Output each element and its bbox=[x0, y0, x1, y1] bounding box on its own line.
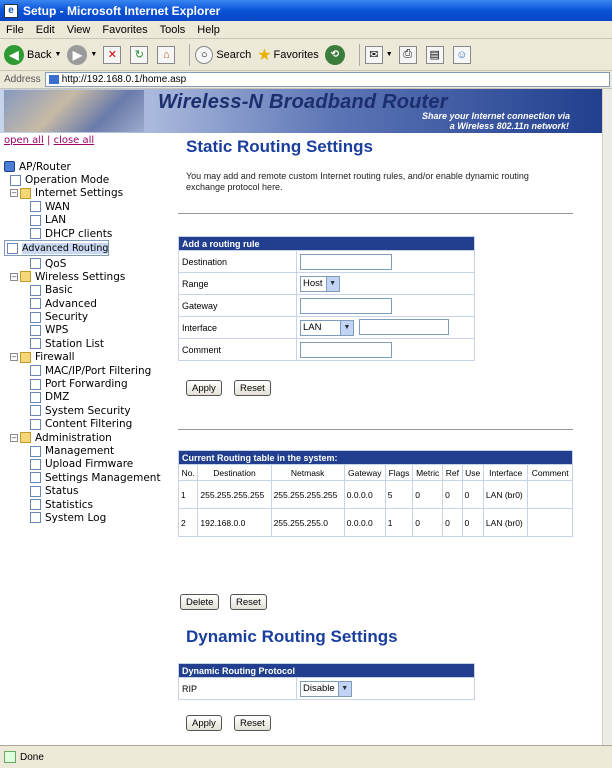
tree-controls bbox=[4, 135, 174, 146]
interface-label: Interface bbox=[179, 317, 297, 339]
add-routing-rule-form bbox=[178, 236, 475, 361]
range-label: Range bbox=[179, 273, 297, 295]
page-icon bbox=[30, 459, 41, 470]
gateway-label: Gateway bbox=[179, 295, 297, 317]
tree-item-label: Settings Management bbox=[45, 471, 161, 484]
table-row[interactable] bbox=[179, 481, 573, 509]
banner-photo bbox=[4, 90, 144, 132]
tree-item-management[interactable] bbox=[4, 444, 174, 457]
menu-favorites[interactable]: Favorites bbox=[102, 23, 148, 36]
tree-item-label: Wireless Settings bbox=[35, 270, 126, 283]
page-icon bbox=[30, 258, 41, 269]
menu-bar bbox=[0, 21, 612, 39]
open-all-link[interactable]: open all bbox=[4, 135, 44, 146]
tree-item-qos[interactable] bbox=[4, 257, 174, 270]
tree-item-label: WAN bbox=[45, 200, 70, 213]
page-icon bbox=[30, 472, 41, 483]
ie-app-icon: e bbox=[4, 4, 18, 18]
page-icon bbox=[30, 298, 41, 309]
tree-item-system-security[interactable] bbox=[4, 404, 174, 417]
search-icon: ○ bbox=[195, 46, 213, 64]
tree-item-label: DHCP clients bbox=[45, 227, 113, 240]
menu-help[interactable]: Help bbox=[197, 23, 220, 36]
address-label: Address bbox=[4, 74, 41, 85]
column-header: No. bbox=[179, 465, 198, 481]
table-cell: 0 bbox=[443, 509, 462, 537]
window-title-bar bbox=[0, 0, 612, 21]
mail-icon: ✉ bbox=[365, 46, 383, 64]
table-cell bbox=[528, 481, 573, 509]
routing-table-header: Current Routing table in the system: bbox=[179, 451, 573, 465]
delete-button[interactable]: Delete bbox=[180, 594, 219, 610]
table-cell: 0 bbox=[413, 481, 443, 509]
interface-select[interactable]: LAN ▼ bbox=[300, 320, 354, 336]
gateway-input[interactable] bbox=[300, 298, 392, 314]
page-icon bbox=[30, 499, 41, 510]
nav-tree bbox=[4, 135, 174, 525]
tree-item-administration[interactable] bbox=[4, 431, 174, 444]
table-cell: 0 bbox=[413, 509, 443, 537]
column-header: Metric bbox=[413, 465, 443, 481]
static-routing-title: Static Routing Settings bbox=[186, 137, 373, 156]
page-icon bbox=[30, 392, 41, 403]
tree-item-label: WPS bbox=[45, 324, 69, 337]
tree-item-internet-settings[interactable] bbox=[4, 187, 174, 200]
column-header: Ref bbox=[443, 465, 462, 481]
edit-button[interactable] bbox=[426, 46, 447, 64]
stop-button[interactable] bbox=[103, 46, 124, 64]
tree-item-firewall[interactable] bbox=[4, 351, 174, 364]
tree-item-label: Administration bbox=[35, 431, 112, 444]
tree-item-port-forwarding[interactable] bbox=[4, 377, 174, 390]
apply-button[interactable]: Apply bbox=[186, 380, 222, 396]
tree-node-list bbox=[4, 160, 174, 525]
page-icon bbox=[30, 365, 41, 376]
folder-icon bbox=[20, 271, 31, 282]
page-icon bbox=[30, 228, 41, 239]
table-row[interactable] bbox=[179, 509, 573, 537]
tree-item-upload-firmware[interactable] bbox=[4, 458, 174, 471]
star-icon: ★ bbox=[257, 46, 272, 64]
table-cell: 192.168.0.0 bbox=[198, 509, 271, 537]
back-arrow-icon: ◀ bbox=[4, 45, 24, 65]
collapse-toggle-icon[interactable]: − bbox=[11, 433, 17, 442]
tree-item-content-filtering[interactable] bbox=[4, 418, 174, 431]
collapse-toggle-icon[interactable]: − bbox=[11, 272, 17, 281]
divider bbox=[178, 213, 573, 214]
print-button[interactable] bbox=[399, 46, 420, 64]
table-cell: 2 bbox=[179, 509, 198, 537]
tree-item-label: Content Filtering bbox=[45, 418, 133, 431]
status-text: Done bbox=[20, 751, 44, 763]
tree-item-wan[interactable] bbox=[4, 200, 174, 213]
vertical-scrollbar[interactable] bbox=[602, 89, 612, 745]
table-cell: 0.0.0.0 bbox=[344, 481, 385, 509]
tree-item-label: Station List bbox=[45, 337, 105, 350]
computer-icon bbox=[4, 161, 15, 172]
page-icon bbox=[30, 419, 41, 430]
history-button[interactable] bbox=[325, 45, 348, 65]
menu-edit[interactable]: Edit bbox=[35, 23, 55, 36]
page-icon bbox=[7, 243, 18, 254]
tree-item-label: AP/Router bbox=[19, 160, 71, 173]
collapse-toggle-icon[interactable]: − bbox=[11, 189, 17, 198]
rip-select[interactable]: Disable ▼ bbox=[300, 681, 352, 697]
dynamic-routing-form bbox=[178, 663, 475, 700]
comment-input[interactable] bbox=[300, 342, 392, 358]
table-cell: 0 bbox=[443, 481, 462, 509]
printer-icon: ⎙ bbox=[399, 46, 417, 64]
tree-item-label: Operation Mode bbox=[25, 174, 110, 187]
table-cell bbox=[528, 509, 573, 537]
edit-page-icon: ▤ bbox=[426, 46, 444, 64]
page-icon bbox=[30, 312, 41, 323]
column-header: Gateway bbox=[344, 465, 385, 481]
dynamic-reset-button[interactable]: Reset bbox=[234, 715, 271, 731]
address-bar bbox=[0, 71, 612, 89]
table-cell: 5 bbox=[385, 481, 412, 509]
column-header: Destination bbox=[198, 465, 271, 481]
status-bar bbox=[0, 745, 612, 768]
tree-item-station-list[interactable] bbox=[4, 337, 174, 350]
tree-item-label: Firewall bbox=[35, 351, 75, 364]
static-routing-description: You may add and remote custom Internet routing rules, and/or enable dynamic routing exchange protocol here. bbox=[186, 171, 529, 192]
tree-item-label: Advanced Routing bbox=[22, 242, 109, 254]
tree-item-security[interactable] bbox=[4, 310, 174, 323]
mail-button[interactable] bbox=[365, 46, 393, 64]
page-icon bbox=[30, 379, 41, 390]
tree-item-label: MAC/IP/Port Filtering bbox=[45, 364, 152, 377]
dynamic-apply-button[interactable]: Apply bbox=[186, 715, 222, 731]
table-cell: 0 bbox=[462, 481, 483, 509]
tree-item-label: Security bbox=[45, 311, 89, 324]
destination-label: Destination bbox=[179, 251, 297, 273]
tree-item-label: LAN bbox=[45, 214, 67, 227]
tree-item-label: Management bbox=[45, 445, 115, 457]
back-dropdown-icon: ▼ bbox=[54, 51, 62, 58]
dynamic-routing-title: Dynamic Routing Settings bbox=[186, 627, 398, 646]
tree-item-operation-mode[interactable] bbox=[4, 173, 174, 186]
tree-item-dhcp-clients[interactable] bbox=[4, 227, 174, 240]
page-icon bbox=[30, 446, 41, 457]
mail-dropdown-icon: ▼ bbox=[385, 51, 393, 58]
search-button[interactable]: ○ Search bbox=[195, 46, 251, 64]
refresh-button[interactable] bbox=[130, 46, 151, 64]
tree-item-ap-router[interactable] bbox=[4, 160, 174, 173]
tree-item-wireless-settings[interactable] bbox=[4, 270, 174, 283]
toolbar-separator bbox=[189, 44, 190, 66]
page-done-icon bbox=[4, 751, 16, 763]
page-viewport bbox=[0, 89, 602, 745]
range-select[interactable]: Host ▼ bbox=[300, 276, 340, 292]
tree-item-wps[interactable] bbox=[4, 324, 174, 337]
tree-item-label: Statistics bbox=[45, 498, 93, 511]
refresh-icon: ↻ bbox=[130, 46, 148, 64]
tree-item-label: QoS bbox=[45, 257, 67, 270]
table-cell: 0.0.0.0 bbox=[344, 509, 385, 537]
window-title: Setup - Microsoft Internet Explorer bbox=[23, 3, 221, 18]
tree-item-label: Port Forwarding bbox=[45, 378, 128, 391]
address-input[interactable]: http://192.168.0.1/home.asp bbox=[45, 72, 610, 87]
tree-item-settings-management[interactable] bbox=[4, 471, 174, 484]
home-button[interactable] bbox=[157, 46, 178, 64]
divider bbox=[178, 429, 573, 430]
close-all-link[interactable]: close all bbox=[53, 135, 95, 146]
column-header: Comment bbox=[528, 465, 573, 481]
tree-item-system-log[interactable] bbox=[4, 511, 174, 524]
collapse-toggle-icon[interactable]: − bbox=[11, 353, 17, 362]
column-header: Netmask bbox=[271, 465, 344, 481]
table-cell: 255.255.255.0 bbox=[271, 509, 344, 537]
tree-controls-separator: | bbox=[47, 135, 51, 146]
reset-button[interactable]: Reset bbox=[234, 380, 271, 396]
page-icon bbox=[30, 512, 41, 523]
banner-tagline-2: a Wireless 802.11n network! bbox=[449, 121, 569, 131]
tree-item-label: DMZ bbox=[45, 391, 70, 404]
tree-item-advanced[interactable] bbox=[4, 297, 174, 310]
menu-view[interactable]: View bbox=[66, 23, 91, 36]
tree-item-advanced-routing[interactable] bbox=[4, 240, 109, 256]
table-cell: LAN (br0) bbox=[483, 509, 528, 537]
folder-icon bbox=[20, 352, 31, 363]
dynamic-routing-header: Dynamic Routing Protocol bbox=[179, 664, 475, 678]
stop-icon: ✕ bbox=[103, 46, 121, 64]
messenger-button[interactable] bbox=[453, 46, 474, 64]
toolbar-separator bbox=[359, 44, 360, 66]
folder-icon bbox=[20, 432, 31, 443]
column-header: Interface bbox=[483, 465, 528, 481]
page-icon bbox=[30, 285, 41, 296]
page-icon bbox=[30, 325, 41, 336]
page-icon bbox=[30, 201, 41, 212]
tree-item-label: Internet Settings bbox=[35, 187, 124, 200]
chevron-down-icon: ▼ bbox=[340, 321, 353, 335]
favorites-button[interactable]: ★ Favorites bbox=[257, 46, 319, 64]
router-banner bbox=[0, 89, 602, 133]
tree-item-label: System Log bbox=[45, 511, 107, 524]
routing-reset-button[interactable]: Reset bbox=[230, 594, 267, 610]
forward-button[interactable] bbox=[67, 45, 97, 65]
add-rule-header: Add a routing rule bbox=[179, 237, 475, 251]
tree-item-lan[interactable] bbox=[4, 214, 174, 227]
tree-item-label: Status bbox=[45, 485, 79, 498]
table-cell: LAN (br0) bbox=[483, 481, 528, 509]
forward-dropdown-icon: ▼ bbox=[90, 51, 98, 58]
menu-tools[interactable]: Tools bbox=[159, 23, 186, 36]
page-icon bbox=[30, 338, 41, 349]
page-icon bbox=[10, 175, 21, 186]
folder-icon bbox=[20, 188, 31, 199]
table-cell: 1 bbox=[385, 509, 412, 537]
destination-input[interactable] bbox=[300, 254, 392, 270]
table-cell: 0 bbox=[462, 509, 483, 537]
routing-table-column-headers bbox=[179, 465, 573, 481]
routing-table bbox=[178, 450, 573, 537]
back-button[interactable]: ◀ Back ▼ bbox=[4, 45, 61, 65]
chevron-down-icon: ▼ bbox=[338, 682, 351, 696]
tree-item-basic[interactable] bbox=[4, 284, 174, 297]
comment-label: Comment bbox=[179, 339, 297, 361]
history-icon: ⟲ bbox=[325, 45, 345, 65]
tree-item-label: Upload Firmware bbox=[45, 458, 134, 471]
banner-title: Wireless-N Broadband Router bbox=[158, 91, 448, 113]
table-cell: 1 bbox=[179, 481, 198, 509]
tree-item-dmz[interactable] bbox=[4, 391, 174, 404]
browser-toolbar bbox=[0, 39, 612, 71]
page-icon bbox=[30, 405, 41, 416]
table-cell: 255.255.255.255 bbox=[198, 481, 271, 509]
tree-item-label: System Security bbox=[45, 404, 131, 417]
tree-item-status[interactable] bbox=[4, 484, 174, 497]
page-icon bbox=[30, 486, 41, 497]
home-icon: ⌂ bbox=[157, 46, 175, 64]
menu-file[interactable]: File bbox=[6, 23, 24, 36]
page-icon bbox=[30, 215, 41, 226]
rip-label: RIP bbox=[179, 678, 297, 700]
tree-item-mac-ip-port-filtering[interactable] bbox=[4, 364, 174, 377]
chevron-down-icon: ▼ bbox=[326, 277, 339, 291]
custom-interface-input[interactable] bbox=[359, 319, 449, 335]
tree-item-label: Advanced bbox=[45, 297, 97, 310]
tree-item-label: Basic bbox=[45, 284, 73, 297]
banner-tagline-1: Share your Internet connection via bbox=[421, 111, 570, 121]
table-cell: 255.255.255.255 bbox=[271, 481, 344, 509]
forward-arrow-icon: ▶ bbox=[67, 45, 87, 65]
column-header: Flags bbox=[385, 465, 412, 481]
messenger-icon: ☺ bbox=[453, 46, 471, 64]
tree-item-statistics[interactable] bbox=[4, 498, 174, 511]
column-header: Use bbox=[462, 465, 483, 481]
